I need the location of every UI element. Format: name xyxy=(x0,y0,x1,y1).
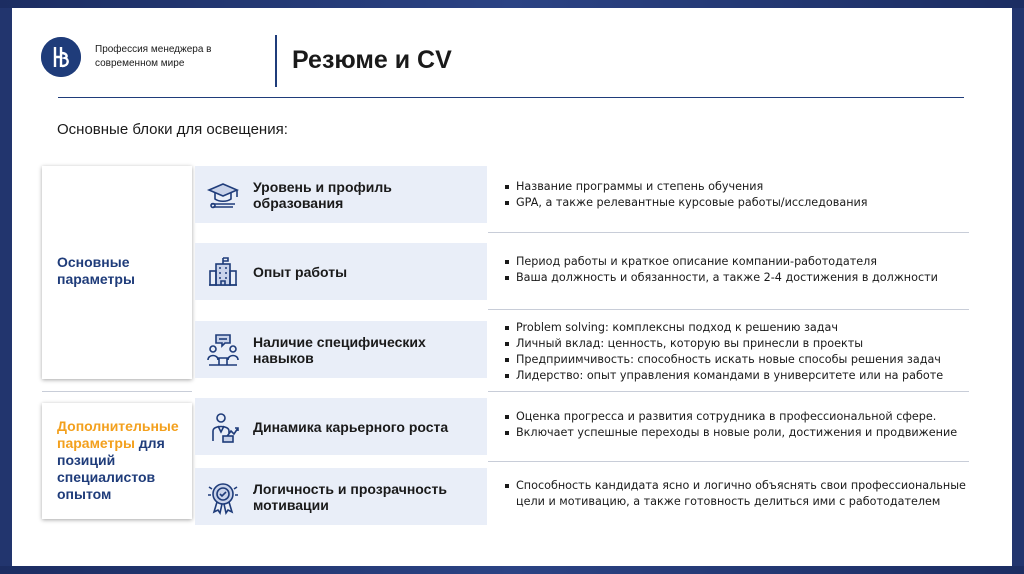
group-extra-parameters xyxy=(42,403,192,519)
row-divider xyxy=(488,309,969,310)
block-skills-details xyxy=(504,320,974,384)
block-education-details xyxy=(504,179,974,211)
bullet-item: GPA, а также релевантные курсовые работы/исследования xyxy=(504,195,974,211)
block-skills xyxy=(195,321,487,378)
bullet-item: Название программы и степень обучения xyxy=(504,179,974,195)
graduation-cap-icon xyxy=(205,177,241,213)
top-frame xyxy=(0,0,1024,8)
slide xyxy=(12,8,1012,566)
team-discussion-icon xyxy=(205,332,241,368)
block-label: Наличие специфических навыков xyxy=(253,333,426,366)
block-label: Динамика карьерного роста xyxy=(253,418,449,435)
bullet-item: Способность кандидата ясно и логично объяснять свои профессиональные цели и мотивацию, а также готовность делиться ими с работодателем xyxy=(504,478,974,510)
group-extra-label-rest: для позиций специалистов опытом xyxy=(57,435,165,502)
header-divider xyxy=(275,35,277,87)
bullet-item: Включает успешные переходы в новые роли, достижения и продвижение xyxy=(504,425,974,441)
bullet-item: Личный вклад: ценность, которую вы принесли в проекты xyxy=(504,336,974,352)
header-rule xyxy=(58,97,964,98)
group-extra-label xyxy=(57,418,185,503)
group-main-parameters xyxy=(42,166,192,379)
bullet-item: Ваша должность и обязанности, а также 2-4 достижения в должности xyxy=(504,270,974,286)
section-subtitle: Основные блоки для освещения: xyxy=(57,121,288,138)
block-label: Логичность и прозрачность мотивации xyxy=(253,480,447,513)
block-education xyxy=(195,166,487,223)
career-growth-icon xyxy=(205,409,241,445)
block-experience xyxy=(195,243,487,300)
bullet-item: Лидерство: опыт управления командами в университете или на работе xyxy=(504,368,974,384)
block-motivation xyxy=(195,468,487,525)
row-divider xyxy=(488,461,969,462)
block-career-growth xyxy=(195,398,487,455)
course-name: Профессия менеджера в современном мире xyxy=(95,44,212,69)
row-divider xyxy=(488,391,969,392)
bullet-item: Problem solving: комплексны подход к решению задач xyxy=(504,320,974,336)
bullet-item: Предприимчивость: способность искать новые способы решения задач xyxy=(504,352,974,368)
group-separator xyxy=(42,391,192,392)
bullet-item: Период работы и краткое описание компании-работодателя xyxy=(504,254,974,270)
group-main-label: Основные параметры xyxy=(57,254,135,287)
bottom-frame xyxy=(0,566,1024,574)
block-motivation-details xyxy=(504,478,974,510)
page-title: Резюме и CV xyxy=(292,46,452,74)
block-experience-details xyxy=(504,254,974,286)
block-label: Опыт работы xyxy=(253,263,348,280)
row-divider xyxy=(488,232,969,233)
block-career-growth-details xyxy=(504,409,974,441)
motivation-award-icon xyxy=(205,479,241,515)
group-extra-label-accent: Дополнительные параметры xyxy=(57,418,179,451)
hse-logo-icon xyxy=(41,37,81,77)
bullet-item: Оценка прогресса и развития сотрудника в профессиональной сфере. xyxy=(504,409,974,425)
office-building-icon xyxy=(205,254,241,290)
block-label: Уровень и профиль образования xyxy=(253,178,392,211)
